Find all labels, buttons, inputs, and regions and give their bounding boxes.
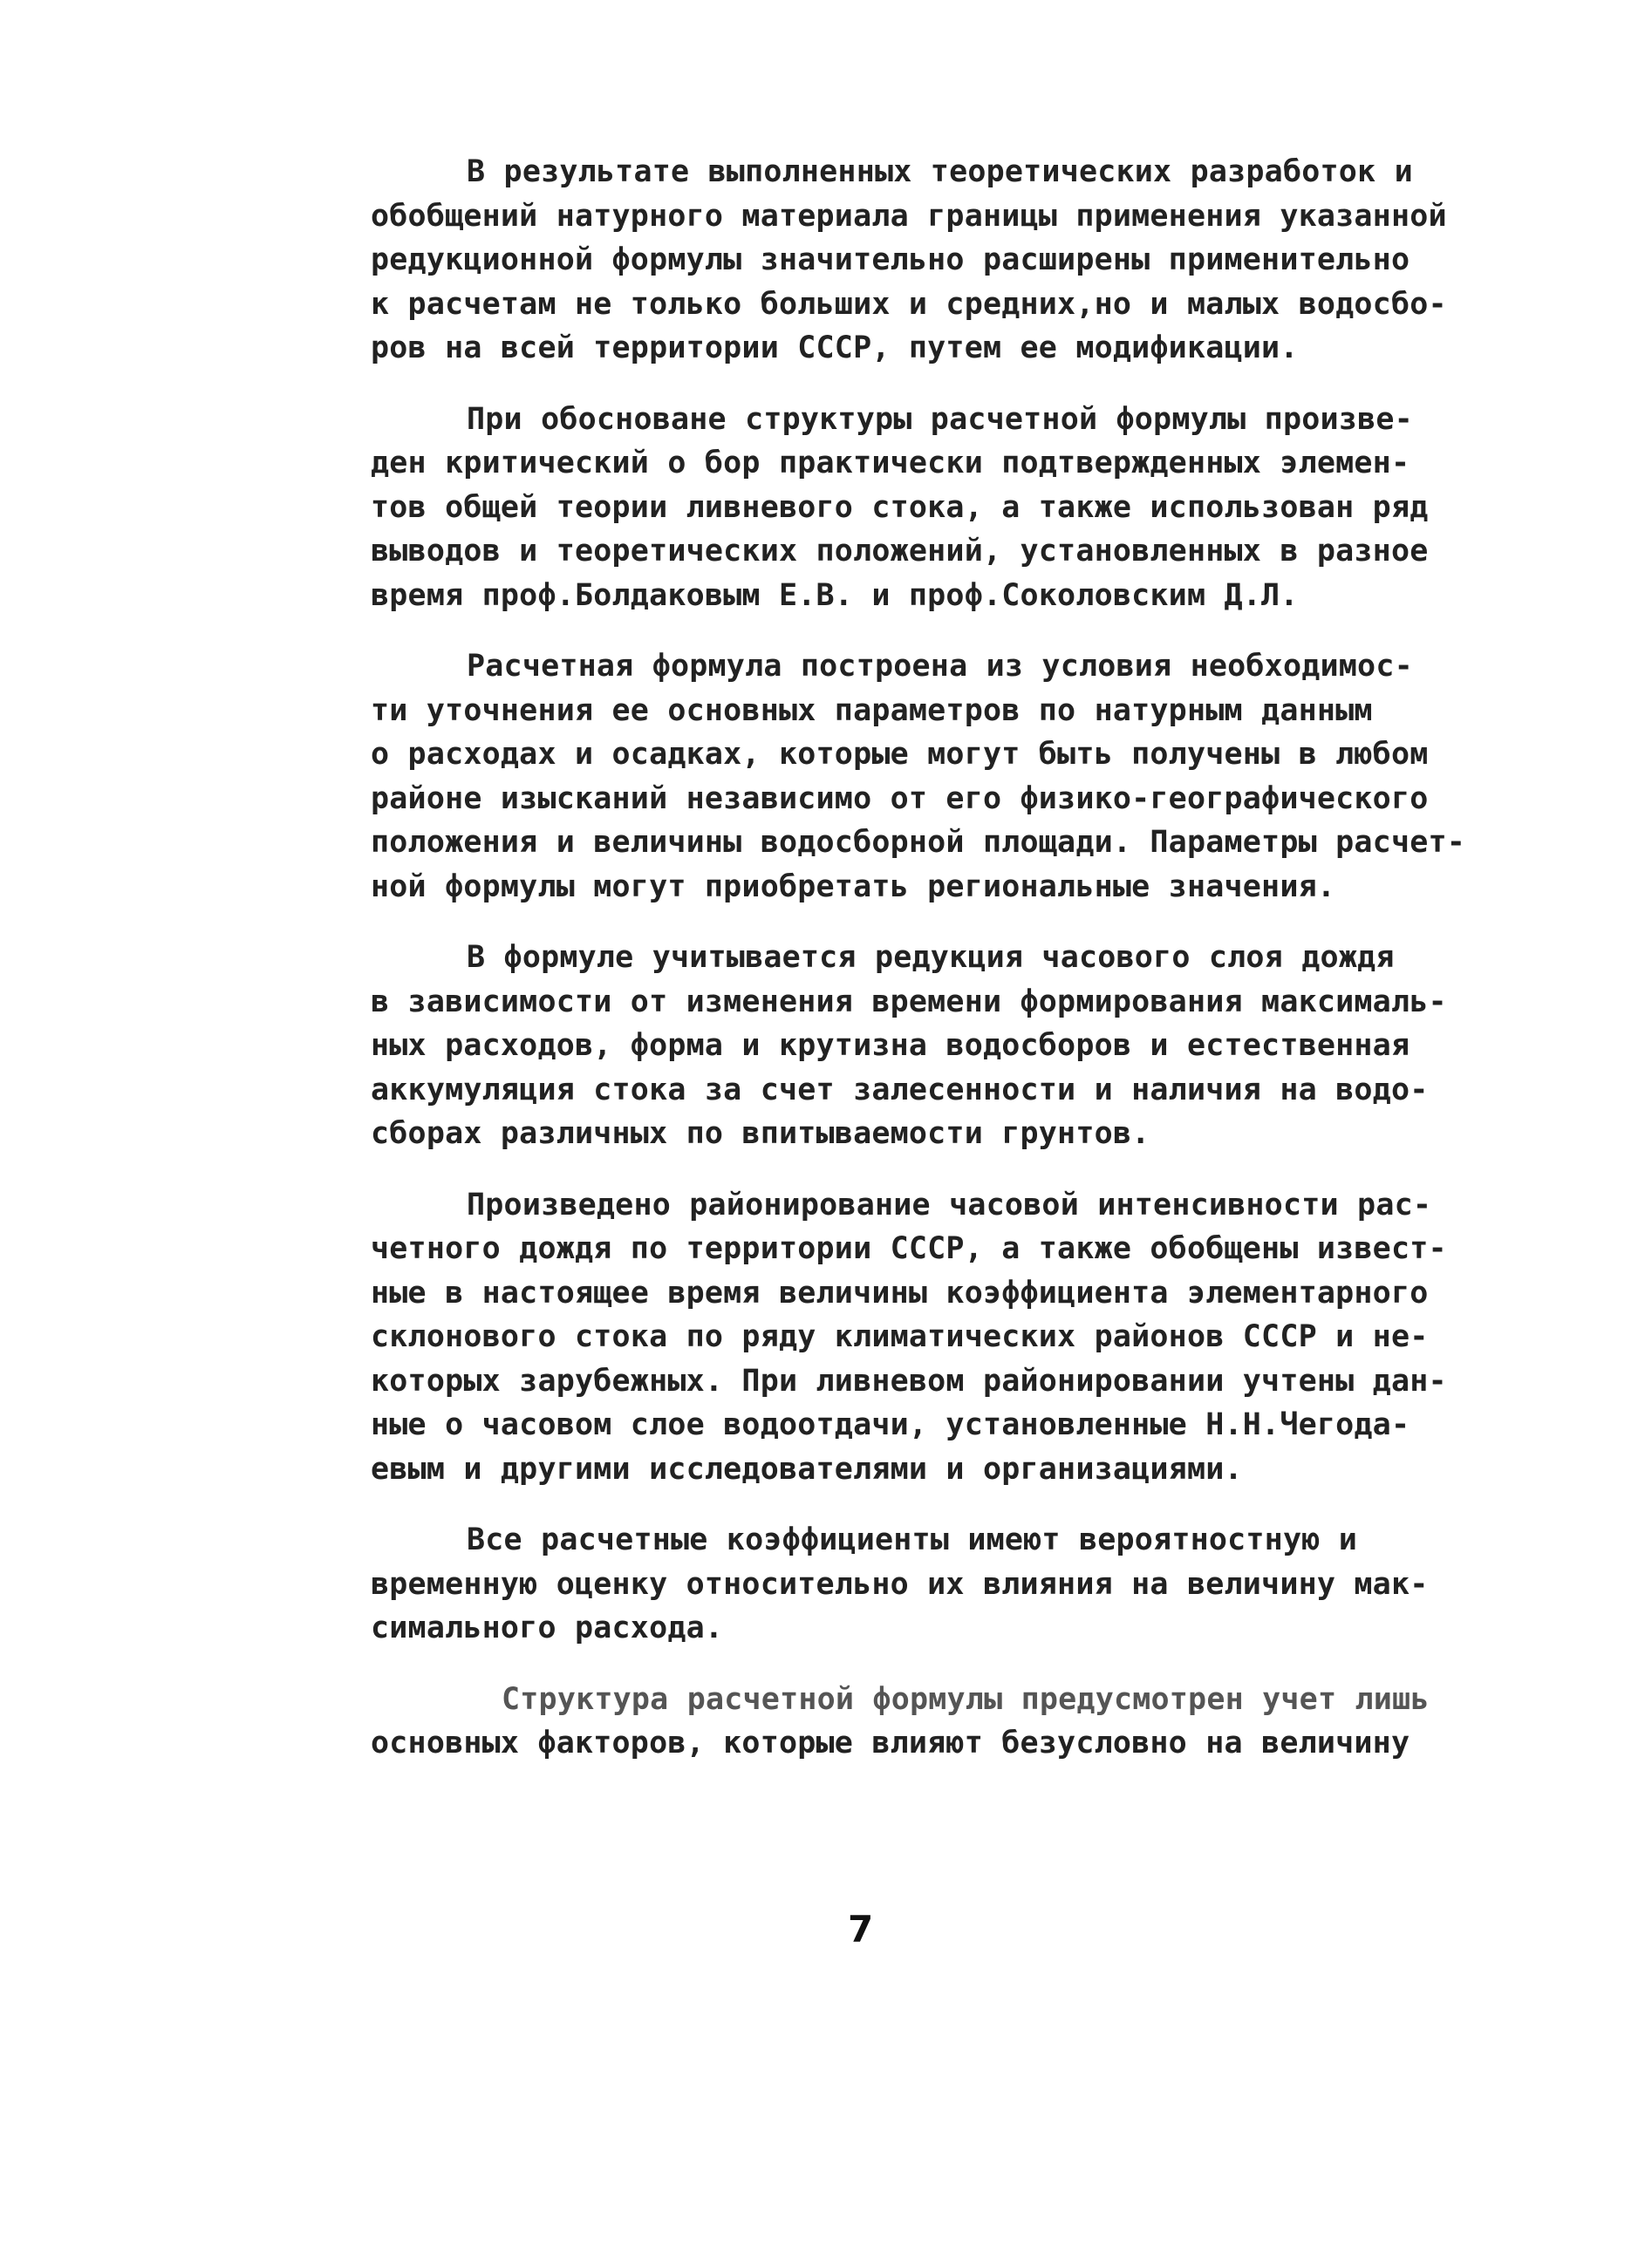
text-line: в зависимости от изменения времени формирования максималь- (371, 984, 1447, 1019)
text-line: четного дождя по территории СССР, а также обобщены извест- (371, 1231, 1447, 1266)
text-line: склонового стока по ряду климатических районов СССР и не- (371, 1319, 1429, 1354)
paragraph-3 (371, 644, 1466, 909)
text-line: Произведено районирование часовой интенсивности рас- (467, 1187, 1432, 1223)
paragraph-4 (371, 936, 1461, 1156)
text-line: евым и другими исследователями и организациями. (371, 1451, 1243, 1487)
text-line: ные о часовом слое водоотдачи, установленные Н.Н.Чегода- (371, 1407, 1410, 1442)
text-line: В результате выполненных теоретических разработок и (467, 154, 1413, 189)
text-line: редукционной формулы значительно расширены применительно (371, 242, 1410, 277)
text-line: временную оценку относительно их влияния на величину мак- (371, 1566, 1429, 1602)
text-line: тов общей теории ливневого стока, а также использован ряд (371, 489, 1429, 525)
paragraph-6 (371, 1518, 1461, 1651)
text-line: выводов и теоретических положений, установленных в разное (371, 534, 1429, 569)
text-line: ров на всей территории СССР, путем ее модификации. (371, 330, 1299, 365)
text-line: В формуле учитывается редукция часового слоя дождя (467, 940, 1395, 975)
text-line: Расчетная формула построена из условия необходимос- (467, 649, 1413, 684)
text-line: симального расхода. (371, 1611, 724, 1645)
text-line: основных факторов, которые влияют безусловно на величину (371, 1726, 1410, 1761)
text-line: ных расходов, форма и крутизна водосборов и естественная (371, 1028, 1410, 1063)
text-line: Все расчетные коэффициенты имеют вероятностную и (467, 1522, 1358, 1557)
page-number: 7 (848, 1908, 874, 1951)
text-line: районе изысканий независимо от его физико-географического (371, 780, 1429, 816)
text-line: ти уточнения ее основных параметров по натурным данным (371, 692, 1373, 728)
text-line: аккумуляция стока за счет залесенности и наличия на водо- (371, 1072, 1429, 1107)
text-line: положения и величины водосборной площади. Параметры расчет- (371, 825, 1466, 860)
paragraph-7 (371, 1678, 1461, 1766)
text-line: ные в настоящее время величины коэффициента элементарного (371, 1275, 1429, 1311)
text-line: обобщений натурного материала границы применения указанной (371, 198, 1447, 234)
text-line: время проф.Болдаковым Е.В. и проф.Соколовским Д.Л. (371, 577, 1299, 613)
paragraph-5 (371, 1183, 1461, 1492)
text-line: Структура расчетной формулы предусмотрен учет лишь (502, 1681, 1430, 1717)
text-line: ден критический о бор практически подтвержденных элемен- (371, 446, 1410, 480)
text-line: которых зарубежных. При ливневом районировании учтены дан- (371, 1363, 1447, 1399)
text-line: ной формулы могут приобретать региональные значения. (371, 868, 1336, 904)
paragraph-1 (371, 150, 1461, 371)
text-line: к расчетам не только больших и средних,но и малых водосбо- (371, 286, 1447, 322)
text-line: сборах различных по впитываемости грунтов. (371, 1116, 1150, 1151)
body-text (371, 150, 1466, 1793)
paragraph-2 (371, 398, 1461, 618)
text-line: о расходах и осадках, которые могут быть получены в любом (371, 737, 1429, 772)
text-line: При обосноване структуры расчетной формулы произве- (467, 401, 1413, 437)
